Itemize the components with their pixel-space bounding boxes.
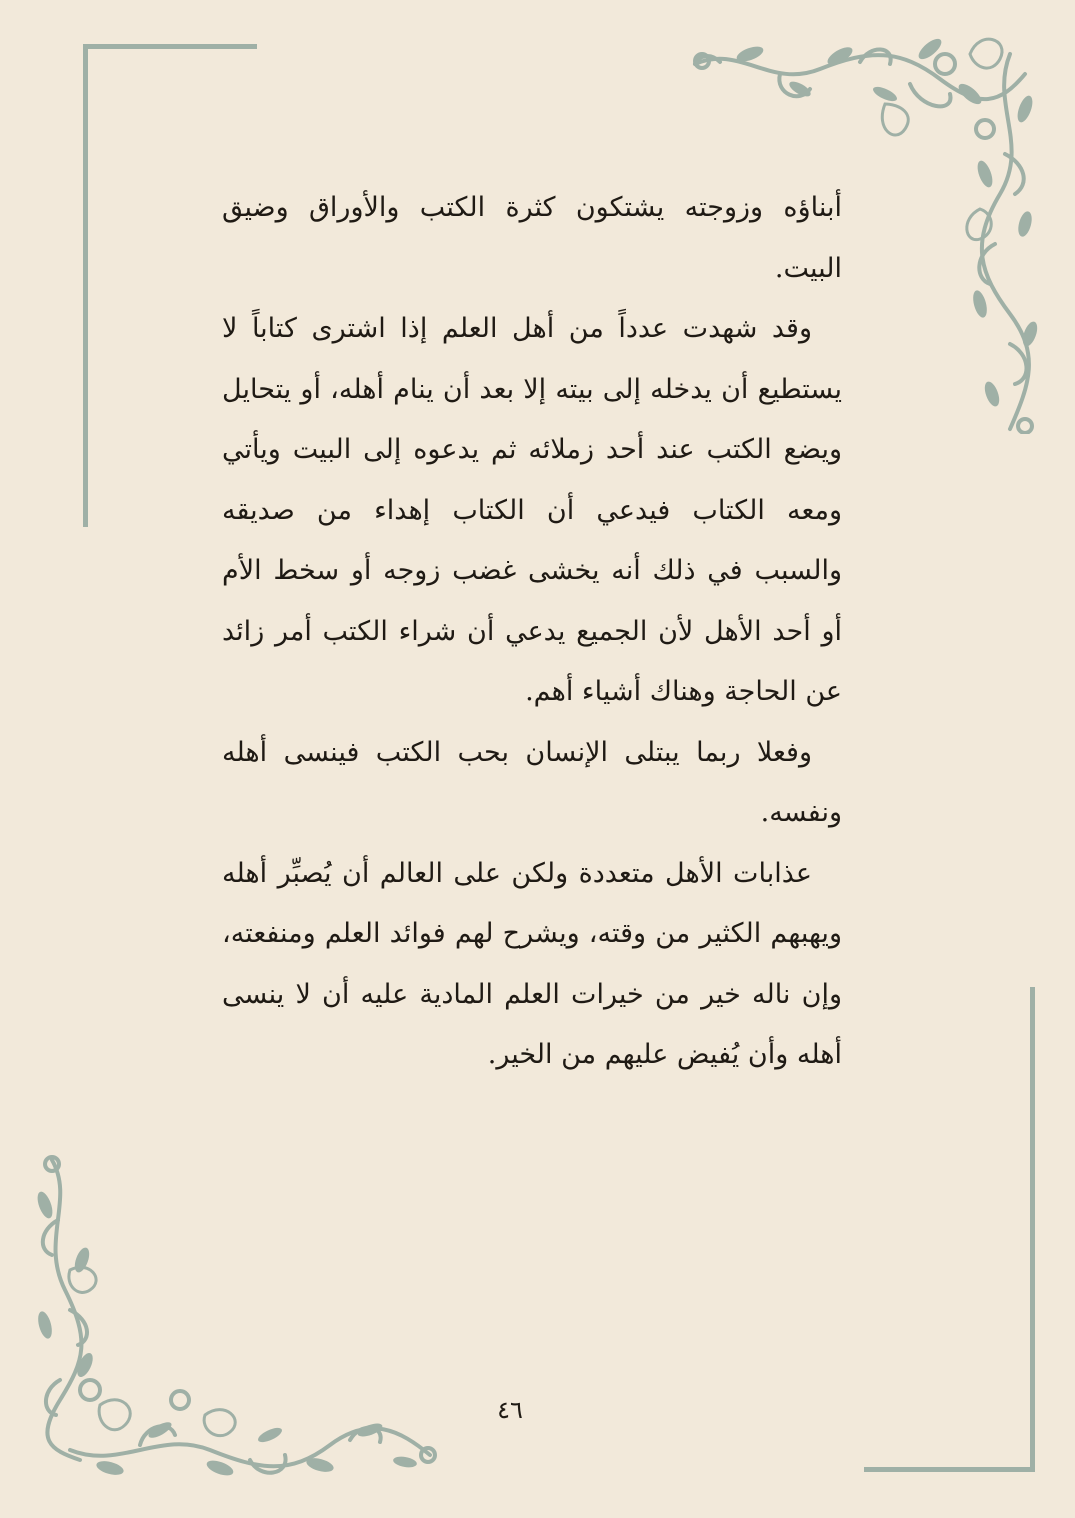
floral-corner-ornament-bottom-left xyxy=(30,1150,440,1480)
paragraph: وقد شهدت عدداً من أهل العلم إذا اشترى كتاباً لا يستطيع أن يدخله إلى بيته إلا بعد أن ينام أهله، أو يتحايل ويضع الكتب عند أحد زملائه ثم يدعوه إلى البيت ويأتي ومعه الكتاب فيدعي أن الكتاب إهداء من صديقه والسبب في ذلك أنه يخشى غضب زوجه أو سخط الأم أو أحد الأهل لأن الجميع يدعي أن شراء الكتب أمر زائد عن الحاجة وهناك أشياء أهم. xyxy=(222,313,842,707)
paragraph: عذابات الأهل متعددة ولكن على العالم أن يُصبِّر أهله ويهبهم الكثير من وقته، ويشرح لهم فوائد العلم ومنفعته، وإن ناله خير من خيرات العلم المادية عليه أن لا ينسى أهله وأن يُفيض عليهم من الخير. xyxy=(222,857,842,1070)
page-number: ٤٦ xyxy=(497,1396,523,1424)
paragraph: أبناؤه وزوجته يشتكون كثرة الكتب والأوراق وضيق البيت. xyxy=(222,192,842,284)
frame-top-left-vertical xyxy=(83,44,88,527)
body-text xyxy=(222,178,842,1086)
frame-bottom-right-vertical xyxy=(1030,987,1035,1472)
paragraph: وفعلا ربما يبتلى الإنسان بحب الكتب فينسى أهله ونفسه. xyxy=(222,736,842,828)
frame-bottom-right-horizontal xyxy=(864,1467,1035,1472)
frame-top-left-horizontal xyxy=(83,44,257,49)
